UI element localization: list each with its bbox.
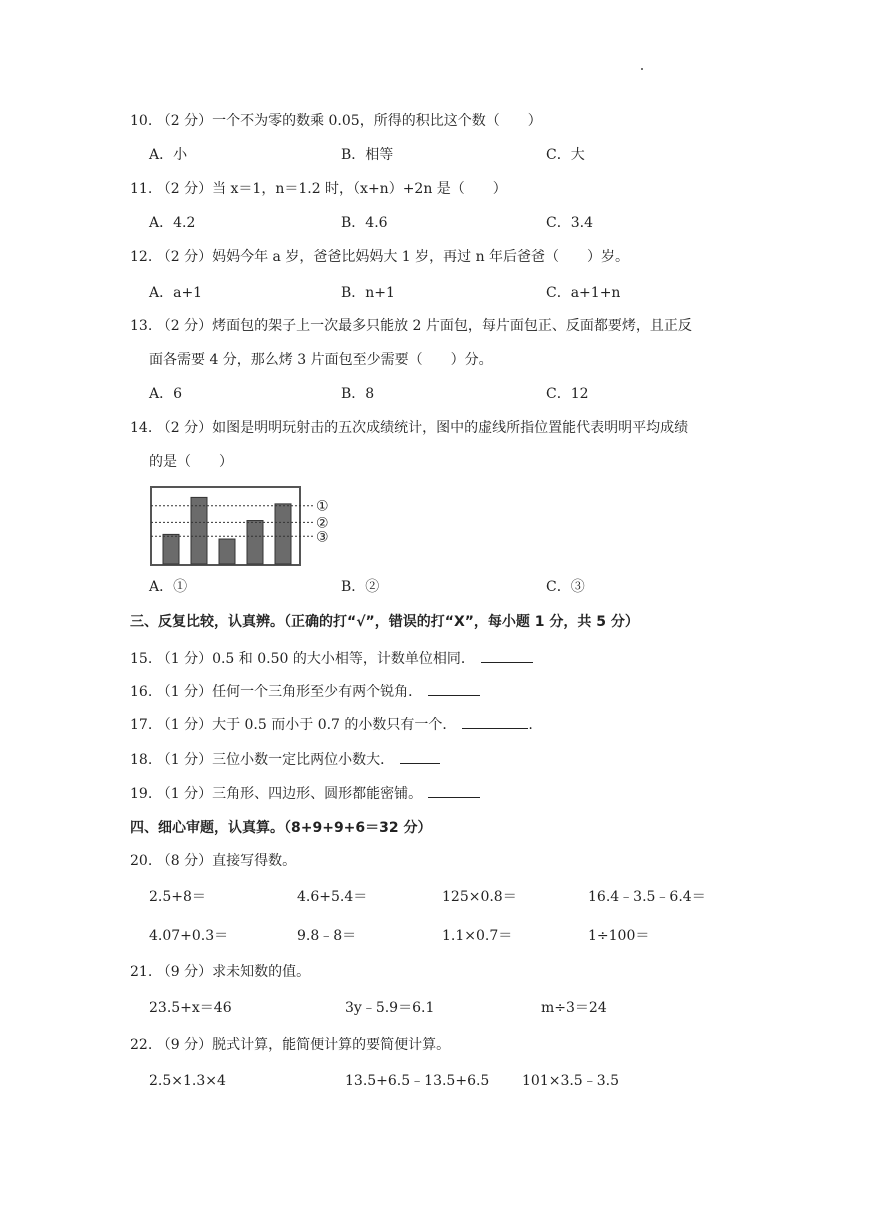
answer-blank[interactable] xyxy=(481,648,533,663)
question-number: 16. xyxy=(130,684,153,700)
question-number: 11. xyxy=(130,181,153,197)
question-text: （2 分）妈妈今年 a 岁，爸爸比妈妈大 1 岁，再过 n 年后爸爸（ ）岁。 xyxy=(156,249,630,265)
question-number: 19. xyxy=(130,786,153,802)
equation-item: 3y﹣5.9＝6.1 xyxy=(345,1000,435,1016)
reference-line-label: ① xyxy=(316,498,329,515)
option-c: C．3.4 xyxy=(546,215,593,231)
question-19 xyxy=(130,783,480,804)
question-14 xyxy=(130,418,688,438)
equation-item: 23.5+x＝46 xyxy=(149,1000,232,1016)
calc-item: 4.6+5.4＝ xyxy=(297,889,368,905)
question-number: 14. xyxy=(130,420,153,436)
option-b: B．相等 xyxy=(341,147,394,163)
question-10 xyxy=(130,111,542,131)
question-number: 18. xyxy=(130,752,153,768)
question-text-cont: 的是（ ） xyxy=(149,454,233,470)
expression-item: 13.5+6.5﹣13.5+6.5 xyxy=(345,1073,490,1089)
calc-item: 1÷100＝ xyxy=(588,928,650,944)
question-text: （1 分）三角形、四边形、圆形都能密铺。 xyxy=(156,786,423,802)
option-a: A．a+1 xyxy=(149,285,203,301)
question-17 xyxy=(130,714,533,735)
option-b: B．4.6 xyxy=(341,215,388,231)
question-number: 12. xyxy=(130,249,153,265)
question-text: （8 分）直接写得数。 xyxy=(156,853,297,869)
calc-item: 4.07+0.3＝ xyxy=(149,928,229,944)
question-number: 20. xyxy=(130,853,153,869)
question-text: （1 分）0.5 和 0.50 的大小相等，计数单位相同． xyxy=(156,651,475,667)
question-20 xyxy=(130,851,296,871)
question-text: （2 分）如图是明明玩射击的五次成绩统计，图中的虚线所指位置能代表明明平均成绩 xyxy=(156,420,689,436)
question-21 xyxy=(130,962,310,982)
chart-bar xyxy=(191,497,207,564)
option-c: C．③ xyxy=(546,579,585,595)
calc-item: 16.4﹣3.5﹣6.4＝ xyxy=(588,889,706,905)
calc-item: 9.8﹣8＝ xyxy=(297,928,357,944)
question-11 xyxy=(130,179,507,199)
question-number: 17. xyxy=(130,717,153,733)
question-18 xyxy=(130,749,440,770)
expression-item: 101×3.5﹣3.5 xyxy=(522,1073,619,1089)
question-text: （1 分）三位小数一定比两位小数大． xyxy=(156,752,395,768)
calc-item: 125×0.8＝ xyxy=(442,889,517,905)
question-text: （9 分）求未知数的值。 xyxy=(156,964,311,980)
chart-bar xyxy=(163,534,179,564)
question-number: 21. xyxy=(130,964,153,980)
question-number: 15. xyxy=(130,651,153,667)
chart-bar xyxy=(219,539,235,564)
option-a: A．小 xyxy=(149,147,188,163)
calc-item: 1.1×0.7＝ xyxy=(442,928,513,944)
question-16 xyxy=(130,681,480,702)
question-text: （2 分）烤面包的架子上一次最多只能放 2 片面包，每片面包正、反面都要烤，且正反 xyxy=(156,318,692,334)
answer-blank[interactable] xyxy=(462,714,528,729)
question-22 xyxy=(130,1035,450,1055)
question-12 xyxy=(130,247,629,267)
calc-item: 2.5+8＝ xyxy=(149,889,206,905)
answer-blank[interactable] xyxy=(428,783,480,798)
option-c: C．12 xyxy=(546,386,589,402)
section-3-heading: 三、反复比较，认真辨。（正确的打“√”，错误的打“X”，每小题 1 分，共 5 分） xyxy=(130,614,639,630)
section-4-heading: 四、细心审题，认真算。（8+9+9+6＝32 分） xyxy=(130,820,432,836)
reference-line-label: ③ xyxy=(316,529,329,546)
option-b: B．② xyxy=(341,579,380,595)
option-c: C．大 xyxy=(546,147,585,163)
reference-line-label: ② xyxy=(316,515,329,532)
option-a: A．4.2 xyxy=(149,215,196,231)
option-b: B．8 xyxy=(341,386,375,402)
question-15 xyxy=(130,648,533,669)
chart-bar xyxy=(275,504,291,564)
option-c: C．a+1+n xyxy=(546,285,621,301)
option-a: A．6 xyxy=(149,386,183,402)
option-b: B．n+1 xyxy=(341,285,395,301)
question-13 xyxy=(130,316,692,336)
question-number: 13. xyxy=(130,318,153,334)
question-text: （1 分）任何一个三角形至少有两个锐角． xyxy=(156,684,423,700)
question-number: 22. xyxy=(130,1037,153,1053)
question-number: 10. xyxy=(130,113,153,129)
question-text: （9 分）脱式计算，能简便计算的要简便计算。 xyxy=(156,1037,451,1053)
option-a: A．① xyxy=(149,579,188,595)
expression-item: 2.5×1.3×4 xyxy=(149,1073,226,1089)
equation-item: m÷3＝24 xyxy=(541,1000,607,1016)
question-text-cont: 面各需要 4 分，那么烤 3 片面包至少需要（ ）分。 xyxy=(149,352,493,368)
answer-blank[interactable] xyxy=(400,749,440,764)
question-text: （1 分）大于 0.5 而小于 0.7 的小数只有一个． xyxy=(156,717,457,733)
question-text: （2 分）一个不为零的数乘 0.05，所得的积比这个数（ ） xyxy=(156,113,542,129)
chart-bar xyxy=(247,521,263,564)
answer-blank[interactable] xyxy=(428,681,480,696)
page-dot xyxy=(641,68,643,70)
question-tail: . xyxy=(528,717,533,733)
question-text: （2 分）当 x＝1，n＝1.2 时，（x+n）+2n 是（ ） xyxy=(156,181,507,197)
shooting-score-chart xyxy=(148,484,338,568)
